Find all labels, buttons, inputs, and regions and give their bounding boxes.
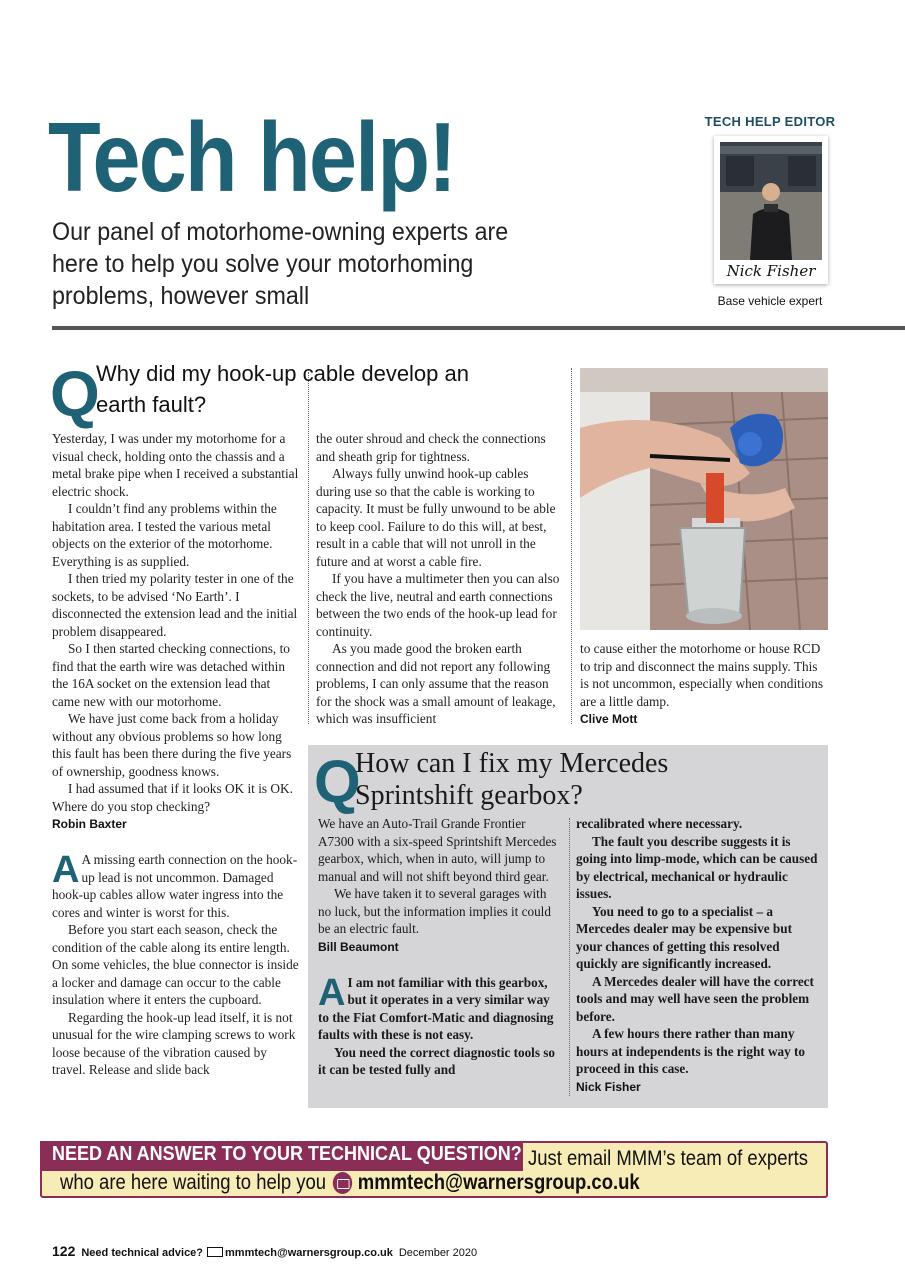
- q1-answer-para: If you have a multimeter then you can also check the live, neutral and earth connections between the two ends of the hook-up lead for continuity.: [316, 571, 560, 639]
- q1-column-3: [580, 640, 828, 728]
- q2-column-1: [318, 815, 562, 1079]
- q1-question-para: I had assumed that if it looks OK it is OK. Where do you stop checking?: [52, 781, 293, 814]
- footer-email-link[interactable]: mmmtech@warnersgroup.co.uk: [225, 1247, 393, 1259]
- q2-title: How can I fix my Mercedes Sprintshift gearbox?: [355, 748, 669, 811]
- q1-answer-para: A A missing earth connection on the hook-up lead is not uncommon. Damaged hook-up cables allow water ingress into the cores and winter is worst for this.: [52, 849, 298, 920]
- question-mark-q2: Q: [314, 748, 361, 815]
- footer-issue: December 2020: [398, 1247, 478, 1259]
- header-divider: [52, 326, 905, 330]
- intro-text: Our panel of motorhome-owning experts are here to help you solve your motorhoming problems, however small: [52, 218, 509, 310]
- q1-answer-para: Before you start each season, check the condition of the cable along its entire length. On some vehicles, the blue connector is inside a locker and damage can occur to the cable insulation where it enters the cupboard.: [52, 922, 299, 1007]
- editor-portrait-image: [720, 142, 822, 260]
- q1-question-para: I couldn’t find any problems within the habitation area. I tested the various metal objects on the exterior of the motorhome. Everything is as supplied.: [52, 501, 277, 569]
- editor-label: TECH HELP EDITOR: [704, 114, 836, 129]
- q1-question-para: Yesterday, I was under my motorhome for a visual check, holding onto the chassis and a metal brake pipe when I received a substantial electric shock.: [52, 431, 299, 499]
- page-title: Tech help!: [48, 102, 456, 212]
- q2-answerer: Nick Fisher: [576, 1079, 641, 1094]
- banner-line1: Just email MMM’s team of experts: [528, 1147, 809, 1170]
- q2-answer-para: A Mercedes dealer will have the correct tools and may well have seen the problem before.: [576, 973, 814, 1024]
- column-divider: [308, 372, 309, 724]
- question-mark-q1: Q: [50, 358, 100, 430]
- q2-question-para: We have an Auto-Trail Grande Frontier A7300 with a six-speed Sprintshift Mercedes gearbox, which, when in auto, will jump to manual and will not shift beyond third gear.: [318, 816, 557, 884]
- q2-answer-para: A few hours there rather than many hours at independents is the right way to proceed in this case.: [576, 1026, 805, 1076]
- hookup-connector-photo: [580, 368, 828, 630]
- q1-answerer: Clive Mott: [580, 712, 638, 726]
- q1-answer-para: to cause either the motorhome or house RCD to trip and disconnect the mains supply. This is not uncommon, especially when conditions are a little damp.: [580, 641, 823, 709]
- q1-title: Why did my hook-up cable develop an earth fault?: [96, 361, 469, 417]
- q2-answer-para: The fault you describe suggests it is going into limp-mode, which can be caused by electrical, mechanical or hydraulic issues.: [576, 833, 818, 901]
- email-icon: [333, 1172, 352, 1194]
- editor-signature: Nick Fisher: [726, 262, 816, 280]
- editor-photo-frame: [714, 136, 828, 284]
- q2-column-2: [576, 815, 820, 1096]
- q1-column-1: [52, 430, 300, 1079]
- email-icon: [207, 1247, 223, 1257]
- q1-column-2: [316, 430, 562, 728]
- banner-line2-text: who are here waiting to help you: [60, 1171, 327, 1194]
- column-divider: [569, 818, 570, 1096]
- q1-question-para: So I then started checking connections, to find that the earth wire was detached within the 16A socket on the extension lead that came new with our motorhome.: [52, 641, 290, 709]
- q2-answer-para: A I am not familiar with this gearbox, but it operates in a very similar way to the Fiat Comfort-Matic and diagnosing faults with these is not easy.: [318, 971, 554, 1042]
- q1-question-para: We have just come back from a holiday without any obvious problems so how long this fault has been there during the five years of ownership, goodness knows.: [52, 711, 292, 779]
- banner-email-link[interactable]: mmmtech@warnersgroup.co.uk: [357, 1171, 640, 1194]
- q1-answer-para: the outer shroud and check the connections and sheath grip for tightness.: [316, 431, 546, 464]
- banner-line2: [60, 1171, 640, 1195]
- q2-asker: Bill Beaumont: [318, 939, 399, 954]
- editor-photo: [720, 142, 822, 260]
- q1-asker: Robin Baxter: [52, 817, 127, 831]
- q1-answer-para: Regarding the hook-up lead itself, it is not unusual for the wire clamping screws to work loose because of the vibration caused by travel. Release and slide back: [52, 1009, 296, 1077]
- q1-answer-para: Always fully unwind hook-up cables during use so that the cable is working to capacity. It must be fully unwound to be able to keep cool. Failure to do this will, at best, result in a cable that will not unroll in the future and at worst a cable fire.: [316, 466, 556, 569]
- q2-answer-para: You need the correct diagnostic tools so it can be tested fully and: [318, 1044, 555, 1077]
- banner-question: NEED AN ANSWER TO YOUR TECHNICAL QUESTION?: [52, 1143, 522, 1165]
- page-number: 122: [52, 1243, 76, 1259]
- editor-role: Base vehicle expert: [717, 294, 823, 308]
- page-footer: [52, 1243, 477, 1259]
- q2-answer-para: recalibrated where necessary.: [576, 816, 743, 831]
- footer-need-label: Need technical advice?: [81, 1247, 204, 1259]
- hookup-plug-image: [580, 368, 828, 630]
- q2-answer-para: You need to go to a specialist – a Mercedes dealer may be expensive but your chances of getting this resolved quickly are significantly increased.: [576, 903, 792, 971]
- q1-answer-para: As you made good the broken earth connection and did not report any following problems, I can only assume that the reason for the shock was a small amount of leakage, which was insufficient: [316, 641, 556, 726]
- answer-mark-q1: A: [52, 849, 80, 891]
- column-divider: [571, 368, 572, 724]
- q2-question-para: We have taken it to several garages with no luck, but the information implies it could be an electric fault.: [318, 886, 551, 936]
- answer-mark-q2: A: [318, 971, 346, 1014]
- q1-question-para: I then tried my polarity tester in one of the sockets, to be advised ‘No Earth’. I disconnected the extension lead and the initial problem disappeared.: [52, 571, 298, 639]
